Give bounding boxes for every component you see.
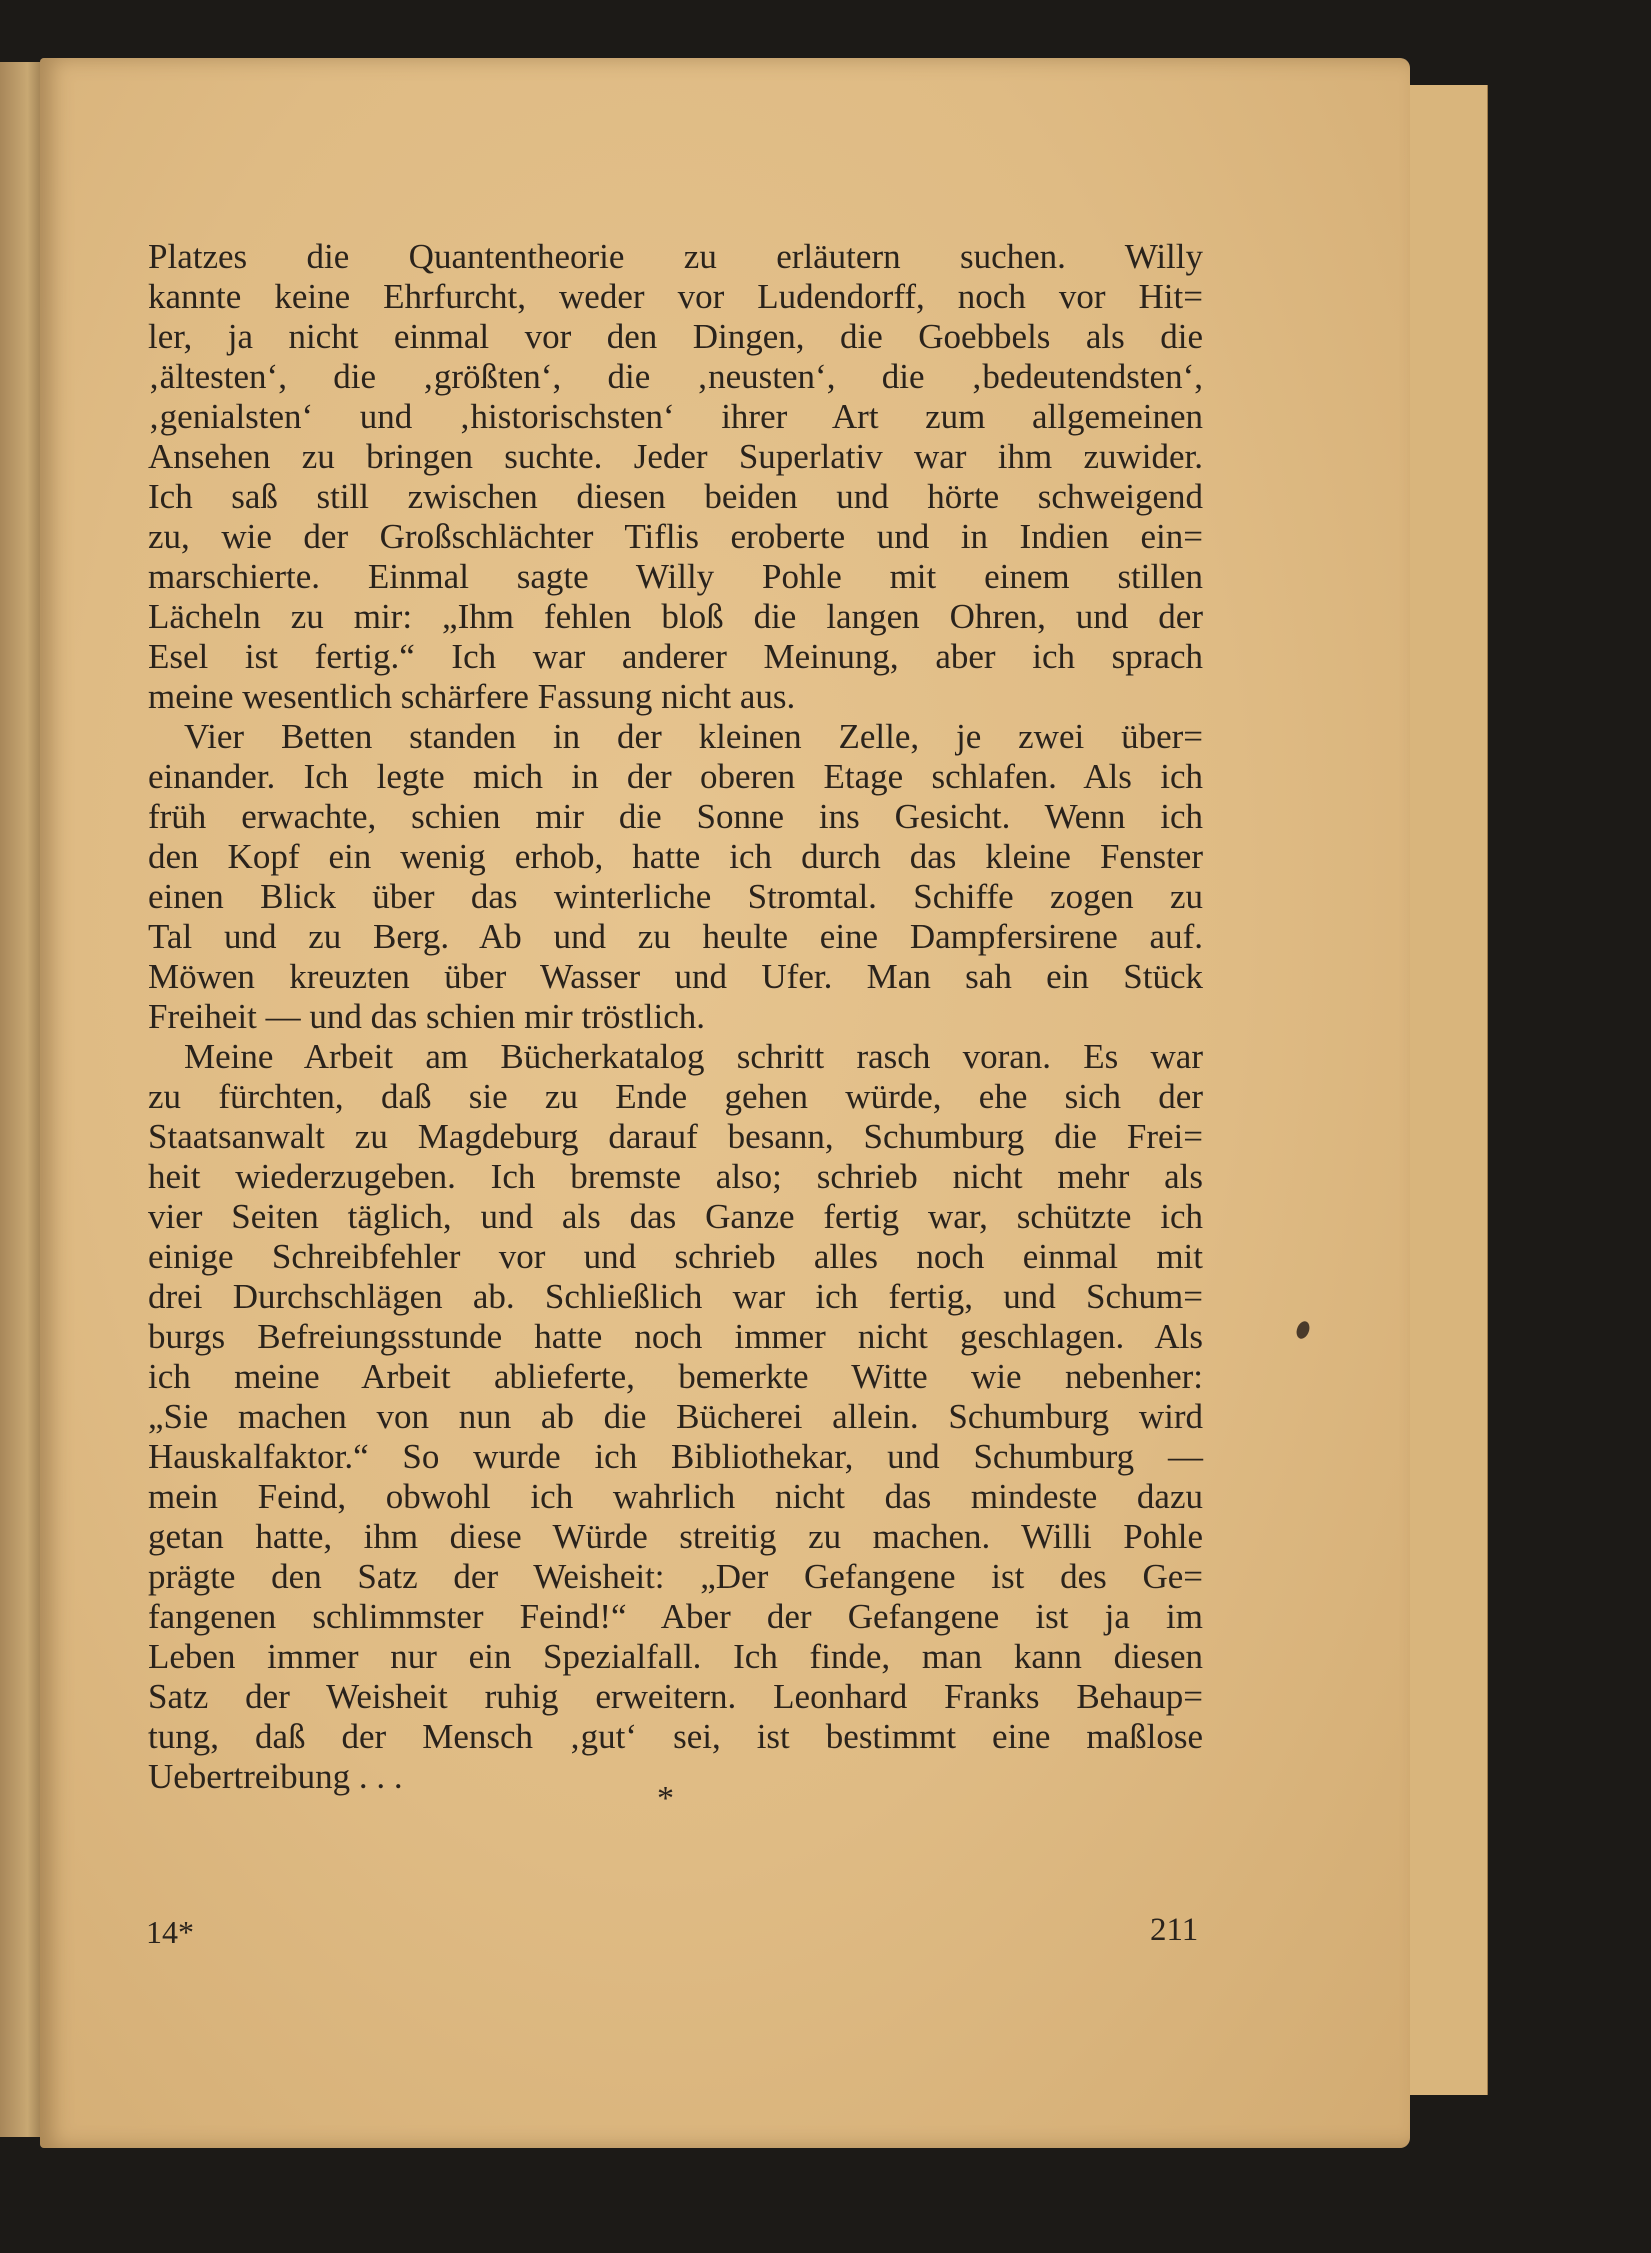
text-line: Vier Betten standen in der kleinen Zelle, je zwei über=	[184, 717, 1203, 756]
section-separator: *	[657, 1780, 674, 1817]
paragraph	[148, 717, 1203, 1037]
paragraph	[148, 237, 1203, 717]
text-line: vier Seiten täglich, und als das Ganze fertig war, schützte ich	[148, 1197, 1203, 1236]
text-line: drei Durchschlägen ab. Schließlich war ich fertig, und Schum=	[148, 1277, 1203, 1316]
text-line: Freiheit — und das schien mir tröstlich.	[148, 997, 705, 1036]
text-line: Ansehen zu bringen suchte. Jeder Superlativ war ihm zuwider.	[148, 437, 1203, 476]
text-line: Esel ist fertig.“ Ich war anderer Meinung, aber ich sprach	[148, 637, 1203, 676]
text-line: getan hatte, ihm diese Würde streitig zu machen. Willi Pohle	[148, 1517, 1203, 1556]
text-line: prägte den Satz der Weisheit: „Der Gefangene ist des Ge=	[148, 1557, 1203, 1596]
text-line: fangenen schlimmster Feind!“ Aber der Gefangene ist ja im	[148, 1597, 1203, 1636]
text-line: kannte keine Ehrfurcht, weder vor Ludendorff, noch vor Hit=	[148, 277, 1203, 316]
text-line: den Kopf ein wenig erhob, hatte ich durch das kleine Fenster	[148, 837, 1203, 876]
text-line: einen Blick über das winterliche Stromtal. Schiffe zogen zu	[148, 877, 1203, 916]
text-line: Lächeln zu mir: „Ihm fehlen bloß die langen Ohren, und der	[148, 597, 1203, 636]
text-line: Leben immer nur ein Spezialfall. Ich finde, man kann diesen	[148, 1637, 1203, 1676]
text-line: Meine Arbeit am Bücherkatalog schritt rasch voran. Es war	[184, 1037, 1203, 1076]
text-line: Platzes die Quantentheorie zu erläutern suchen. Willy	[148, 237, 1203, 276]
page-stack-edge	[1478, 85, 1488, 2095]
text-line: Tal und zu Berg. Ab und zu heulte eine Dampfersirene auf.	[148, 917, 1203, 956]
text-line: einander. Ich legte mich in der oberen Etage schlafen. Als ich	[148, 757, 1203, 796]
text-line: zu fürchten, daß sie zu Ende gehen würde, ehe sich der	[148, 1077, 1203, 1116]
text-line: Staatsanwalt zu Magdeburg darauf besann, Schumburg die Frei=	[148, 1117, 1203, 1156]
text-line: Möwen kreuzten über Wasser und Ufer. Man sah ein Stück	[148, 957, 1203, 996]
text-line: Satz der Weisheit ruhig erweitern. Leonhard Franks Behaup=	[148, 1677, 1203, 1716]
text-line: einige Schreibfehler vor und schrieb alles noch einmal mit	[148, 1237, 1203, 1276]
page-number: 211	[1150, 1912, 1199, 1948]
text-line: „Sie machen von nun ab die Bücherei allein. Schumburg wird	[148, 1397, 1203, 1436]
body-text	[148, 237, 1203, 1797]
text-line: marschierte. Einmal sagte Willy Pohle mit einem stillen	[148, 557, 1203, 596]
signature-mark: 14*	[146, 1914, 194, 1950]
text-line: ich meine Arbeit ablieferte, bemerkte Witte wie nebenher:	[148, 1357, 1203, 1396]
text-line: ‚genialsten‘ und ‚historischsten‘ ihrer Art zum allgemeinen	[148, 397, 1203, 436]
text-line: burgs Befreiungsstunde hatte noch immer nicht geschlagen. Als	[148, 1317, 1203, 1356]
text-line: zu, wie der Großschlächter Tiflis eroberte und in Indien ein=	[148, 517, 1203, 556]
text-line: ler, ja nicht einmal vor den Dingen, die Goebbels als die	[148, 317, 1203, 356]
text-line: Ich saß still zwischen diesen beiden und hörte schweigend	[148, 477, 1203, 516]
text-line: früh erwachte, schien mir die Sonne ins Gesicht. Wenn ich	[148, 797, 1203, 836]
paragraph	[148, 1037, 1203, 1797]
text-line: ‚ältesten‘, die ‚größten‘, die ‚neusten‘, die ‚bedeutendsten‘,	[148, 357, 1203, 396]
text-line: heit wiederzugeben. Ich bremste also; schrieb nicht mehr als	[148, 1157, 1203, 1196]
text-line: meine wesentlich schärfere Fassung nicht aus.	[148, 677, 796, 716]
text-line: mein Feind, obwohl ich wahrlich nicht das mindeste dazu	[148, 1477, 1203, 1516]
text-line: Hauskalfaktor.“ So wurde ich Bibliothekar, und Schumburg —	[148, 1437, 1203, 1476]
text-line: tung, daß der Mensch ‚gut‘ sei, ist bestimmt eine maßlose	[148, 1717, 1203, 1756]
text-line: Uebertreibung . . .	[148, 1757, 403, 1796]
